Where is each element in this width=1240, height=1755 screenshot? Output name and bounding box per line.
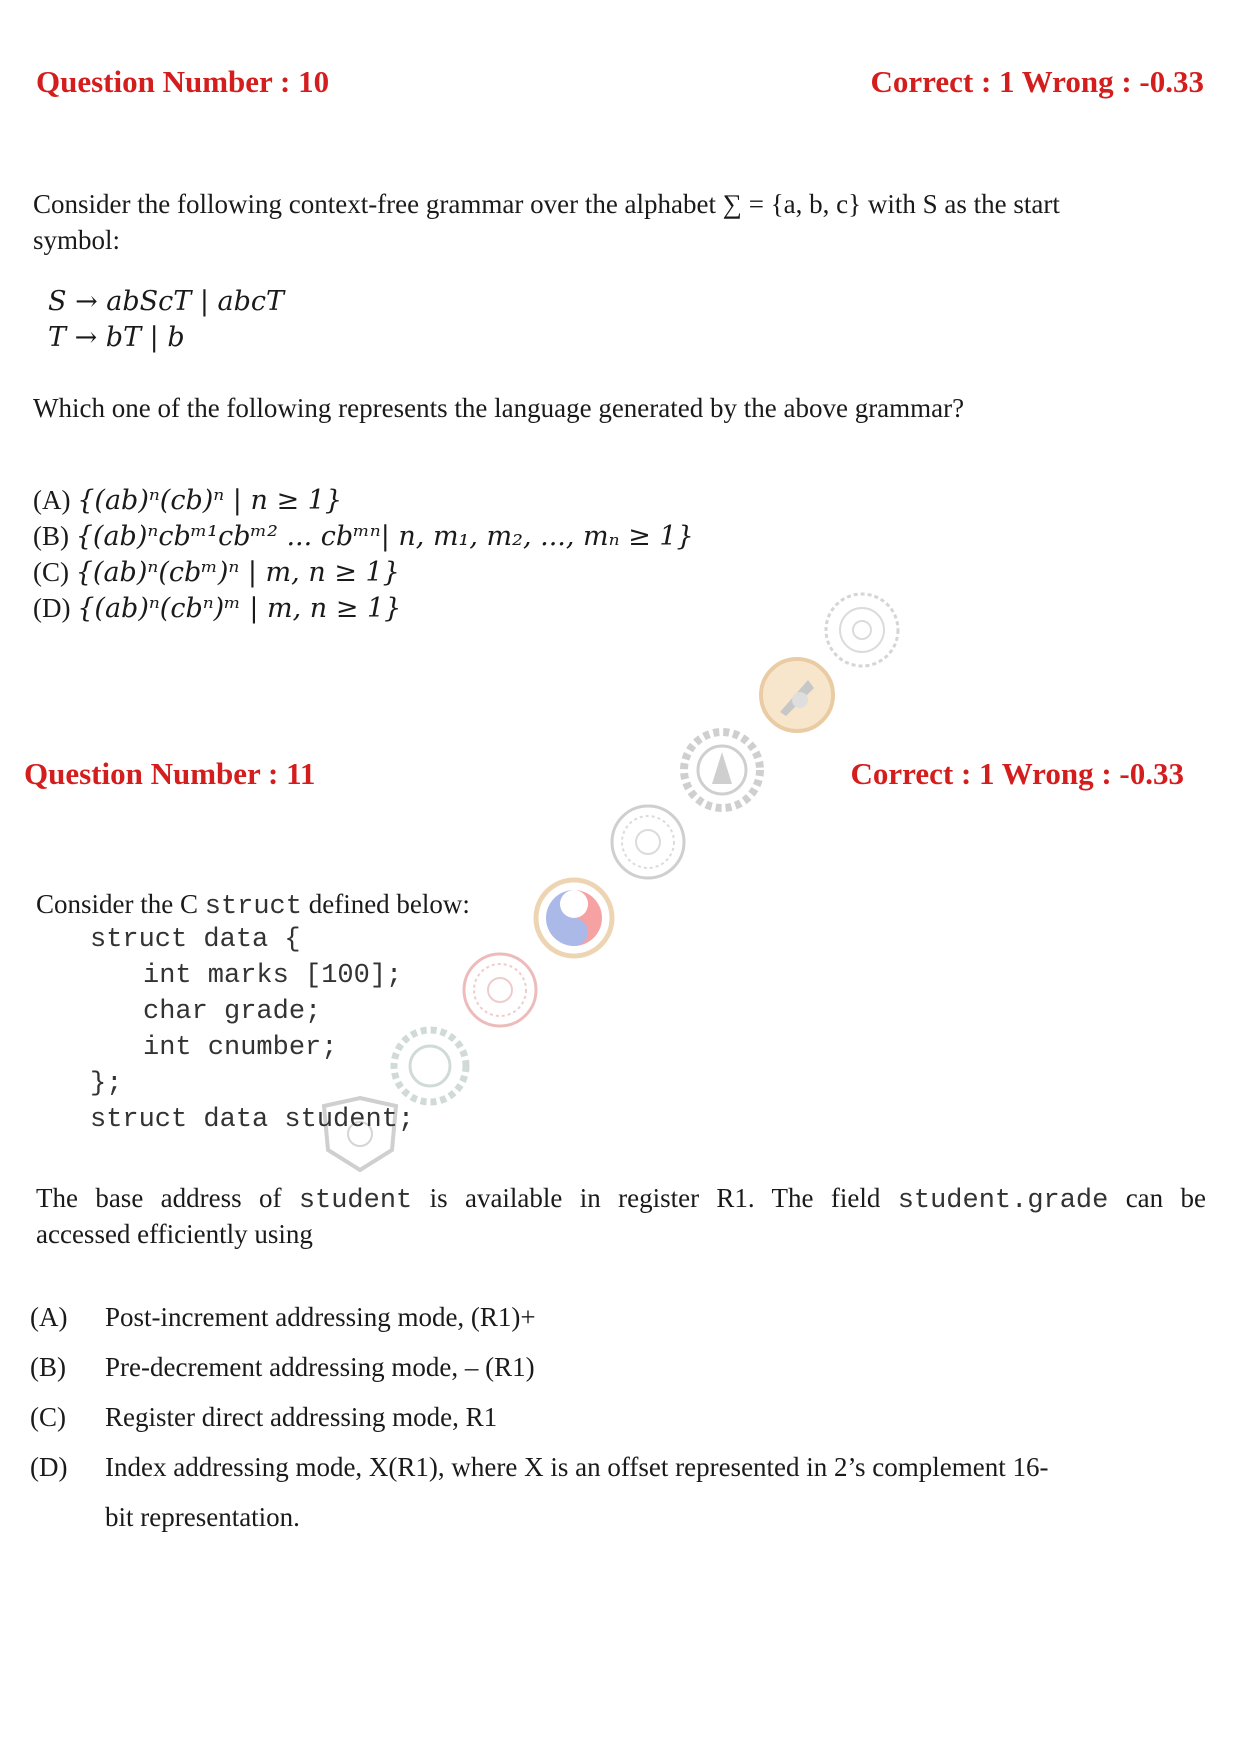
- para-text: is available in register R1. The field: [412, 1183, 898, 1213]
- question-10-option-b: [33, 518, 694, 555]
- option-label: (A): [30, 1302, 68, 1332]
- question-10-option-d: [33, 590, 401, 627]
- question-11-para-line1: [36, 1180, 1206, 1219]
- option-text: {(ab)ⁿ(cbᵐ)ⁿ | m, n ≥ 1}: [75, 557, 400, 588]
- option-text: Register direct addressing mode, R1: [105, 1402, 498, 1432]
- question-11-intro: [36, 886, 470, 925]
- para-code-student-grade: student.grade: [897, 1186, 1109, 1216]
- question-10-marks: Correct : 1 Wrong : -0.33: [870, 64, 1204, 99]
- question-10-number: Question Number : 10: [36, 64, 330, 99]
- option-label: (C): [33, 557, 69, 587]
- option-text: {(ab)ⁿ(cb)ⁿ | n ≥ 1}: [77, 485, 343, 516]
- option-label: (A): [33, 485, 71, 515]
- code-line-2: int marks [100];: [143, 961, 403, 991]
- rocket-emblem-icon: [761, 659, 833, 731]
- seal-icon: [612, 806, 684, 878]
- question-10-option-a: [33, 482, 342, 519]
- para-code-student: student: [298, 1186, 413, 1216]
- question-11-para-line2: accessed efficiently using: [36, 1219, 313, 1249]
- intro-code: struct: [204, 892, 302, 922]
- yin-yang-emblem-icon: [536, 880, 612, 956]
- option-label: (B): [33, 521, 69, 551]
- para-text: The base address of: [36, 1183, 299, 1213]
- intro-text: Consider the C: [36, 889, 205, 919]
- seal-icon: [826, 594, 898, 666]
- grammar-rule-t: T → bT | b: [48, 322, 185, 353]
- question-10-option-c: [33, 554, 400, 591]
- option-text: {(ab)ⁿ(cbⁿ)ᵐ | m, n ≥ 1}: [77, 593, 402, 624]
- option-text: Post-increment addressing mode, (R1)+: [105, 1302, 536, 1332]
- seal-icon: [464, 954, 536, 1026]
- code-line-5: };: [90, 1069, 123, 1099]
- code-line-4: int cnumber;: [143, 1033, 338, 1063]
- option-text: Pre-decrement addressing mode, – (R1): [105, 1352, 535, 1382]
- question-10-intro-line1: Consider the following context-free grammar over the alphabet ∑ = {a, b, c} with S as the start: [33, 189, 1060, 219]
- intro-text: defined below:: [301, 889, 470, 919]
- option-text-continued: bit representation.: [105, 1502, 300, 1532]
- option-label: (D): [30, 1452, 68, 1482]
- gear-emblem-icon: [394, 1030, 466, 1102]
- option-text: {(ab)ⁿcbᵐ¹cbᵐ² ... cbᵐⁿ| n, m₁, m₂, ..., mₙ ≥ 1}: [75, 521, 694, 552]
- code-line-3: char grade;: [143, 997, 322, 1027]
- option-text: Index addressing mode, X(R1), where X is an offset represented in 2’s complement 16-: [105, 1452, 1049, 1482]
- question-11-marks: Correct : 1 Wrong : -0.33: [850, 756, 1184, 791]
- question-10-prompt: Which one of the following represents the language generated by the above grammar?: [33, 393, 965, 423]
- question-10-intro-line2: symbol:: [33, 225, 121, 255]
- code-line-6: struct data student;: [90, 1105, 415, 1135]
- grammar-rule-s: S → abScT | abcT: [48, 286, 285, 317]
- option-label: (B): [30, 1352, 66, 1382]
- option-label: (D): [33, 593, 71, 623]
- gear-emblem-icon: [684, 732, 760, 808]
- code-line-1: struct data {: [90, 925, 301, 955]
- para-text: can be: [1108, 1183, 1206, 1213]
- question-11-number: Question Number : 11: [24, 756, 316, 791]
- option-label: (C): [30, 1402, 66, 1432]
